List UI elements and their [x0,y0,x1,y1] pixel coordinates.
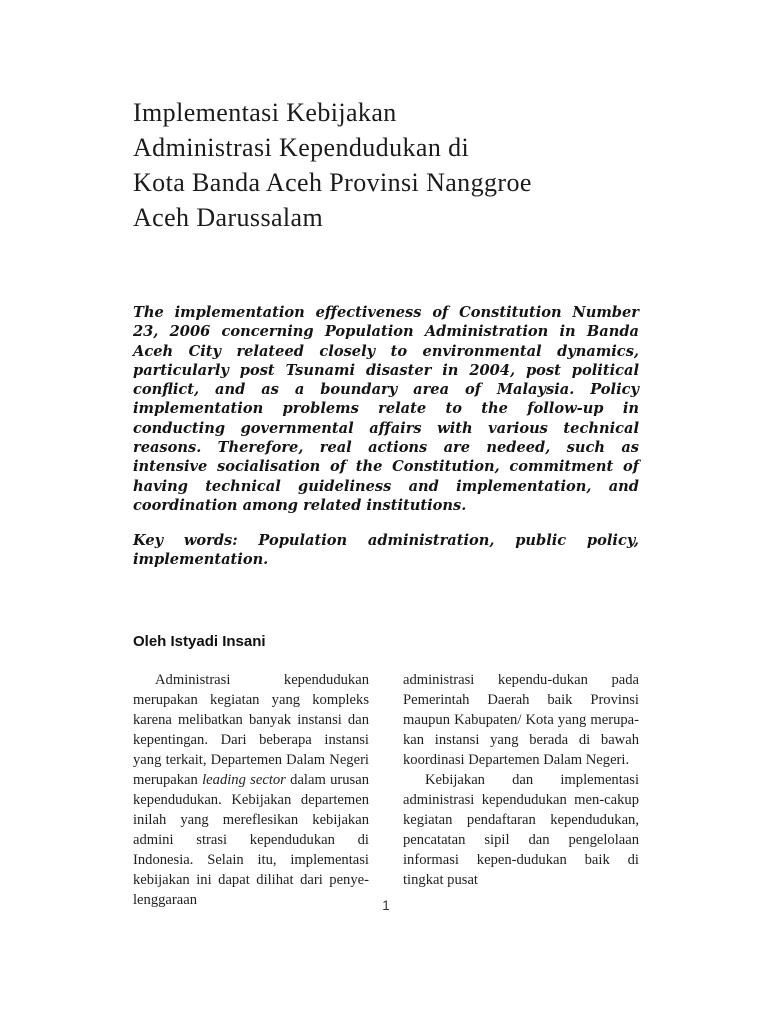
title-line-1: Implementasi Kebijakan [133,98,397,127]
right-column-paragraph-2: Kebijakan dan implementasi administrasi kependudukan men-cakup kegiatan pendaftaran kependudukan, pencatatan sipil dan pengelolaan informasi kepen-dudukan baik di tingkat pusat [403,772,639,888]
title-line-2: Administrasi Kependudukan di [133,133,470,162]
title-line-3: Kota Banda Aceh Provinsi Nanggroe [133,168,532,197]
keywords-text: Key words: Population administration, public policy, implementation. [133,532,639,569]
right-column-paragraph-1: administrasi kependu-dukan pada Pemerintah Daerah baik Provinsi maupun Kabupaten/ Kota yang merupa-kan instansi yang berada di bawah koordinasi Departemen Dalam Negeri. [403,672,639,768]
paragraph-text: Administrasi kependudukan merupakan kegiatan yang kompleks karena melibatkan banyak instansi dan kepentingan. Dari beberapa instansi yang terkait, Departemen Dalam Negeri merupakan [133,672,369,788]
italic-phrase: leading sector [202,772,286,788]
abstract-text: The implementation effectiveness of Constitution Number 23, 2006 concerning Population Administration in Banda Aceh City relateed closely to environmental dynamics, particularly post Tsunami disaster in 2004, post political conflict, and as a boundary area of Malaysia. Policy implementation problems relate to the follow-up in conducting governmental affairs with various technical reasons. Therefore, real actions are nedeed, such as intensive socialisation of the Constitution, commitment of having technical guideliness and implementation, and coordination among related institutions. [133,304,639,514]
page-number: 1 [382,898,390,913]
author-byline: Oleh Istyadi Insani [133,633,266,650]
right-column [403,670,639,910]
left-column [133,670,369,910]
left-column-paragraph [133,670,369,910]
article-title [133,95,655,235]
paragraph-text: dalam urusan kependudukan. Kebijakan departemen inilah yang mereflesikan kebijakan admini strasi kependudukan di Indonesia. Selain itu, implementasi kebijakan ini dapat dilihat dari penye-lenggaraan [133,772,369,908]
title-line-4: Aceh Darussalam [133,203,324,232]
body-columns [133,670,639,910]
